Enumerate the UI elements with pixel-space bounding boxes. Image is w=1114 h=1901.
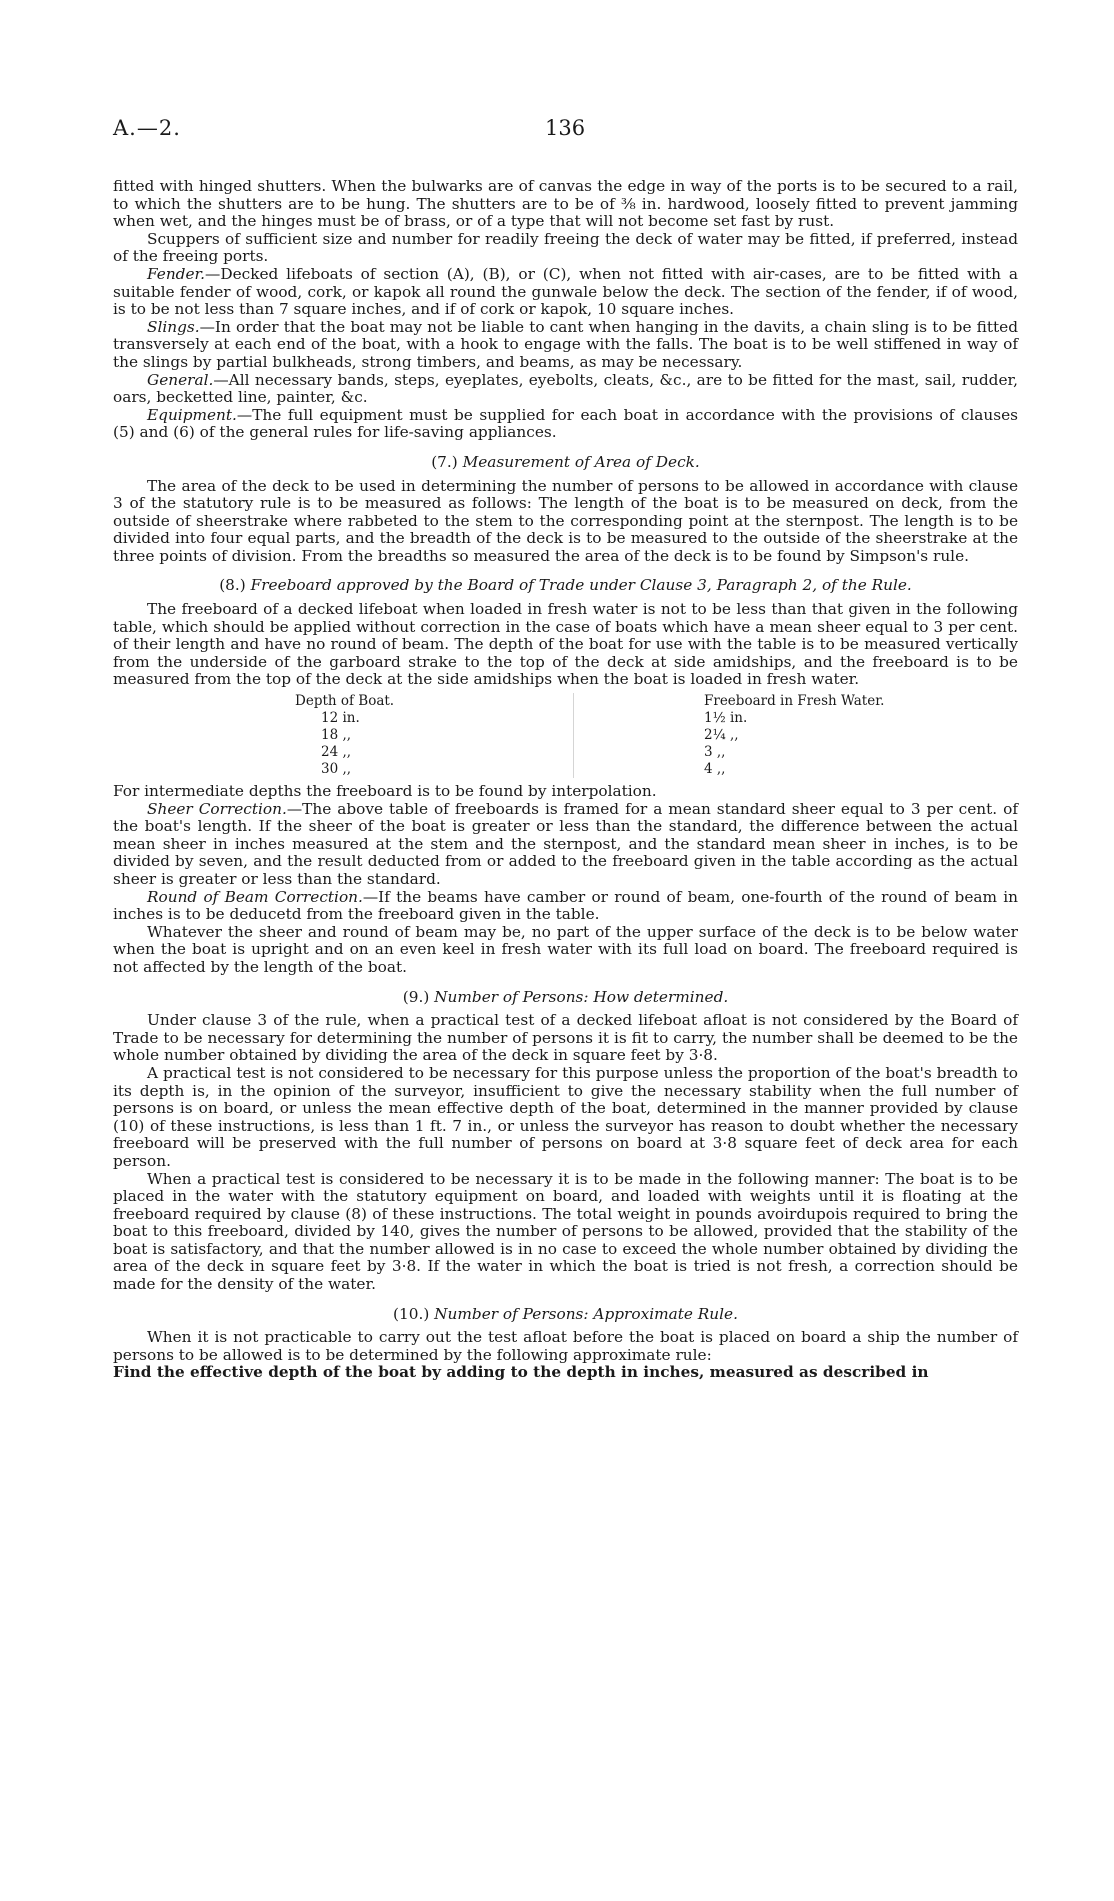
run-in-heading: Fender. [147, 264, 206, 283]
paragraph-sheer [113, 801, 1018, 889]
paragraph-text: —The full equipment must be supplied for each boat in accordance with the provisions of clauses (5) and (6) of the general rules for life-saving appliances. [113, 405, 1018, 442]
section-number: (10.) [393, 1304, 430, 1323]
section-number: (8.) [219, 576, 246, 595]
paragraph-slings [113, 319, 1018, 372]
paragraph-beam [113, 889, 1018, 924]
table-cell: 18 ,, [321, 727, 352, 744]
paragraph: Under clause 3 of the rule, when a practical test of a decked lifeboat afloat is not considered by the Board of Trade to be necessary for determining the number of persons it is fit to carry, the number shall be deemed to be the whole number obtained by dividing the area of the deck in square feet by 3·8. [113, 1011, 1018, 1065]
paragraph: fitted with hinged shutters. When the bulwarks are of canvas the edge in way of the ports is to be secured to a rail, to which the shutters are to be hung. The shutters are to be of ⅜ in. hardwood, loosely fitted to prevent jamming when wet, and the hinges must be of brass, or of a type that will not become set fast by rust. [113, 177, 1018, 231]
table-row [283, 744, 956, 761]
section-number: (9.) [402, 987, 430, 1006]
table-row [283, 727, 956, 744]
table-cell: 2¼ ,, [574, 727, 957, 744]
table-cell: 4 ,, [574, 761, 957, 778]
freeboard-table [283, 693, 956, 778]
paragraph: A practical test is not considered to be necessary for this purpose unless the proportion of the boat's breadth to its depth is, in the opinion of the surveyor, insufficient to give the necessary stability when the full number of persons is on board, or unless the mean effective depth of the boat, determined in the manner provided by clause (10) of these instructions, is less than 1 ft. 7 in., or unless the surveyor has reason to doubt whether the necessary freeboard will be preserved with the full number of persons on board at 3·8 square feet of deck area for each person. [113, 1063, 1018, 1170]
run-in-heading: Slings. [147, 317, 200, 336]
column-header: Freeboard in Fresh Water. [574, 693, 957, 710]
paragraph: The freeboard of a decked lifeboat when loaded in fresh water is not to be less than that given in the following table, which should be applied without correction in the case of boats which have a mean sheer equal to 3 per cent. of their length and have no round of beam. The depth of the boat for use with the table is to be measured vertically from the underside of the garboard strake to the top of the deck at side amidships, and the freeboard is to be measured from the top of the deck at the side amidships when the boat is loaded in fresh water. [113, 600, 1018, 689]
section-title: Number of Persons: Approximate Rule. [434, 1304, 738, 1323]
table-cell: 1½ in. [574, 710, 957, 727]
page-number: 136 [545, 116, 586, 140]
paragraph-text: —In order that the boat may not be liable to cant when hanging in the davits, a chain sling is to be fitted transversely at each end of the boat, with a hook to engage with the falls. The boat is to be well stiffened in way of the slings by partial bulkheads, strong timbers, and beams, as may be necessary. [113, 317, 1018, 371]
paragraph-text: —All necessary bands, steps, eyeplates, eyebolts, cleats, &c., are to be fitted for the mast, sail, rudder, oars, becketted line, painter, &c. [113, 370, 1018, 407]
section-title: Freeboard approved by the Board of Trade under Clause 3, Paragraph 2, of the Rule. [250, 576, 912, 595]
page-header [113, 116, 1018, 152]
run-in-heading: General. [147, 370, 214, 389]
table-header-row [283, 693, 956, 710]
section-heading-7 [113, 454, 1018, 472]
paragraph-equipment [113, 407, 1018, 442]
paragraph: The area of the deck to be used in determining the number of persons to be allowed in accordance with clause 3 of the statutory rule is to be measured as follows: The length of the boat is to be measured on deck, from the outside of sheerstrake where rabbeted to the stem to the corresponding point at the sternpost. The length is to be divided into four equal parts, and the breadth of the deck is to be measured to the outside of the sheerstrake at the three points of division. From the breadths so measured the area of the deck is to be found by Simpson's rule. [113, 476, 1018, 565]
table-row [283, 710, 956, 727]
paragraph-fender [113, 266, 1018, 319]
paragraph-text: —Decked lifeboats of section (A), (B), or (C), when not fitted with air-cases, are to be fitted with a suitable fender of wood, cork, or kapok all round the gunwale below the deck. The section of the fender, if of wood, is to be not less than 7 square inches, and if of cork or kapok, 10 square inches. [113, 264, 1018, 319]
section-title: Measurement of Area of Deck. [462, 452, 700, 471]
table-row [283, 761, 956, 778]
body-text [113, 178, 1018, 1382]
paragraph-general [113, 372, 1018, 407]
table-cell: 3 ,, [574, 744, 957, 761]
section-number: (7.) [431, 452, 458, 471]
section-title: Number of Persons: How determined. [434, 987, 729, 1006]
column-header: Depth of Boat. [295, 693, 395, 710]
paragraph: For intermediate depths the freeboard is to be found by interpolation. [113, 782, 657, 801]
table-cell: 30 ,, [321, 761, 352, 778]
paragraph-text: —The above table of freeboards is framed for a mean standard sheer equal to 3 per cent. of the boat's length. If the sheer of the boat is greater or less than the standard, the difference between the actual mean sheer in inches measured at the stem and the sternpost, and the standard mean sheer in inches, is to be divided by seven, and the result deducted from or added to the freeboard given in the table according as the actual sheer is greater or less than the standard. [113, 799, 1019, 888]
running-head: A.—2. [113, 116, 181, 140]
run-in-heading: Round of Beam Correction. [147, 887, 363, 906]
paragraph: When it is not practicable to carry out the test afloat before the boat is placed on board a ship the number of persons to be allowed is to be determined by the following approximate rule: [113, 1328, 1018, 1364]
table-cell: 24 ,, [321, 744, 352, 761]
run-in-heading: Equipment. [147, 405, 237, 424]
run-in-heading: Sheer Correction. [147, 799, 287, 818]
section-heading-8 [113, 577, 1018, 595]
paragraph: When a practical test is considered to be necessary it is to be made in the following manner: The boat is to be placed in the water with the statutory equipment on board, and loaded with weights until it is floating at the freeboard required by clause (8) of these instructions. The total weight in pounds avoirdupois required to bring the boat to this freeboard, divided by 140, gives the number of persons to be allowed, provided that the stability of the boat is satisfactory, and that the number allowed is in no case to exceed the whole number obtained by dividing the area of the deck in square feet by 3·8. If the water in which the boat is tried is not fresh, a correction should be made for the density of the water. [113, 1169, 1018, 1294]
table-cell: 12 in. [321, 710, 360, 727]
section-heading-9 [113, 989, 1018, 1007]
paragraph: Scuppers of sufficient size and number for readily freeing the deck of water may be fitted, if preferred, instead of the freeing ports. [113, 229, 1018, 266]
paragraph: Whatever the sheer and round of beam may be, no part of the upper surface of the deck is to be below water when the boat is upright and on an even keel in fresh water with its full load on board. The freeboard required is not affected by the length of the boat. [113, 922, 1018, 976]
paragraph-text: —If the beams have camber or round of beam, one-fourth of the round of beam in inches is to be deducetd from the freeboard given in the table. [113, 887, 1018, 924]
paragraph: Find the effective depth of the boat by adding to the depth in inches, measured as described in [113, 1363, 929, 1382]
section-heading-10 [113, 1306, 1018, 1324]
